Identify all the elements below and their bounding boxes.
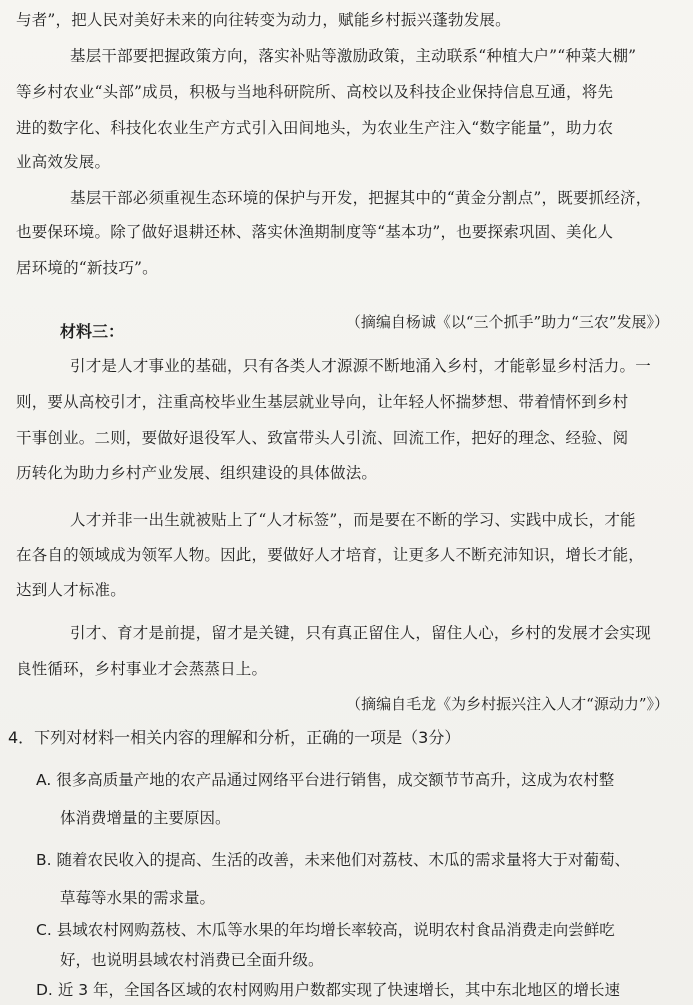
text-line: 基层干部必须重视生态环境的保护与开发，把握其中的“黄金分割点”，既要抓经济， xyxy=(70,189,652,207)
option-text: 随着农民收入的提高、生活的改善，未来他们对荔枝、木瓜的需求量将大于对葡萄、 xyxy=(56,851,631,869)
option-label: A. xyxy=(36,771,52,789)
option-c-continued: 好，也说明县域农村消费已全面升级。 xyxy=(60,951,324,969)
text-line: 达到人才标准。 xyxy=(16,581,126,599)
text-line: 人才并非一出生就被贴上了“人才标签”，而是要在不断的学习、实践中成长，才能 xyxy=(70,511,636,529)
option-label: B. xyxy=(36,851,52,869)
option-c xyxy=(36,920,615,940)
text-line: 进的数字化、科技化农业生产方式引入田间地头，为农业生产注入“数字能量”，助力农 xyxy=(16,119,614,137)
option-b-continued: 草莓等水果的需求量。 xyxy=(60,889,216,907)
option-label: C. xyxy=(36,921,52,939)
question-stem: 4．下列对材料一相关内容的理解和分析，正确的一项是（3分） xyxy=(8,728,461,747)
text-line: 则，要从高校引才，注重高校毕业生基层就业导向，让年轻人怀揣梦想、带着情怀到乡村 xyxy=(16,393,629,411)
option-text: 近 3 年，全国各区域的农村网购用户数都实现了快速增长，其中东北地区的增长速 xyxy=(57,981,621,999)
option-b xyxy=(36,850,630,870)
text-line: 在各自的领域成为领军人物。因此，要做好人才培育，让更多人不断充沛知识，增长才能， xyxy=(16,546,645,564)
text-line: 干事创业。二则，要做好退役军人、致富带头人引流、回流工作，把好的理念、经验、阅 xyxy=(16,429,629,447)
option-a-continued: 体消费增量的主要原因。 xyxy=(60,809,231,827)
option-text: 县域农村网购荔枝、木瓜等水果的年均增长率较高，说明农村食品消费走向尝鲜吃 xyxy=(56,921,615,939)
option-text: 很多高质量产地的农产品通过网络平台进行销售，成交额节节高升，这成为农村整 xyxy=(56,771,615,789)
text-line: 与者”，把人民对美好未来的向往转变为动力，赋能乡村振兴蓬勃发展。 xyxy=(16,11,511,29)
text-line: 业高效发展。 xyxy=(16,153,111,171)
option-label: D. xyxy=(36,981,53,999)
source-citation: （摘编自毛龙《为乡村振兴注入人才“源动力”》） xyxy=(346,695,669,713)
option-a xyxy=(36,770,614,790)
text-line: 引才是人才事业的基础，只有各类人才源源不断地涌入乡村，才能彰显乡村活力。一 xyxy=(70,357,651,375)
option-d xyxy=(36,980,620,1000)
text-line: 也要保环境。除了做好退耕还林、落实休渔期制度等“基本功”，也要探索巩固、美化人 xyxy=(16,223,614,241)
text-line: 基层干部要把握政策方向，落实补贴等激励政策，主动联系“种植大户”“种菜大棚” xyxy=(70,47,637,65)
source-citation: （摘编自杨诚《以“三个抓手”助力“三农”发展》） xyxy=(345,313,669,331)
text-line: 引才、育才是前提，留才是关键，只有真正留住人，留住人心，乡村的发展才会实现 xyxy=(70,624,651,642)
section-heading: 材料三： xyxy=(60,322,125,341)
text-line: 等乡村农业“头部”成员，积极与当地科研院所、高校以及科技企业保持信息互通，将先 xyxy=(16,83,614,101)
text-line: 居环境的“新技巧”。 xyxy=(16,259,158,277)
text-line: 历转化为助力乡村产业发展、组织建设的具体做法。 xyxy=(16,464,378,482)
text-line: 良性循环，乡村事业才会蒸蒸日上。 xyxy=(16,660,268,678)
